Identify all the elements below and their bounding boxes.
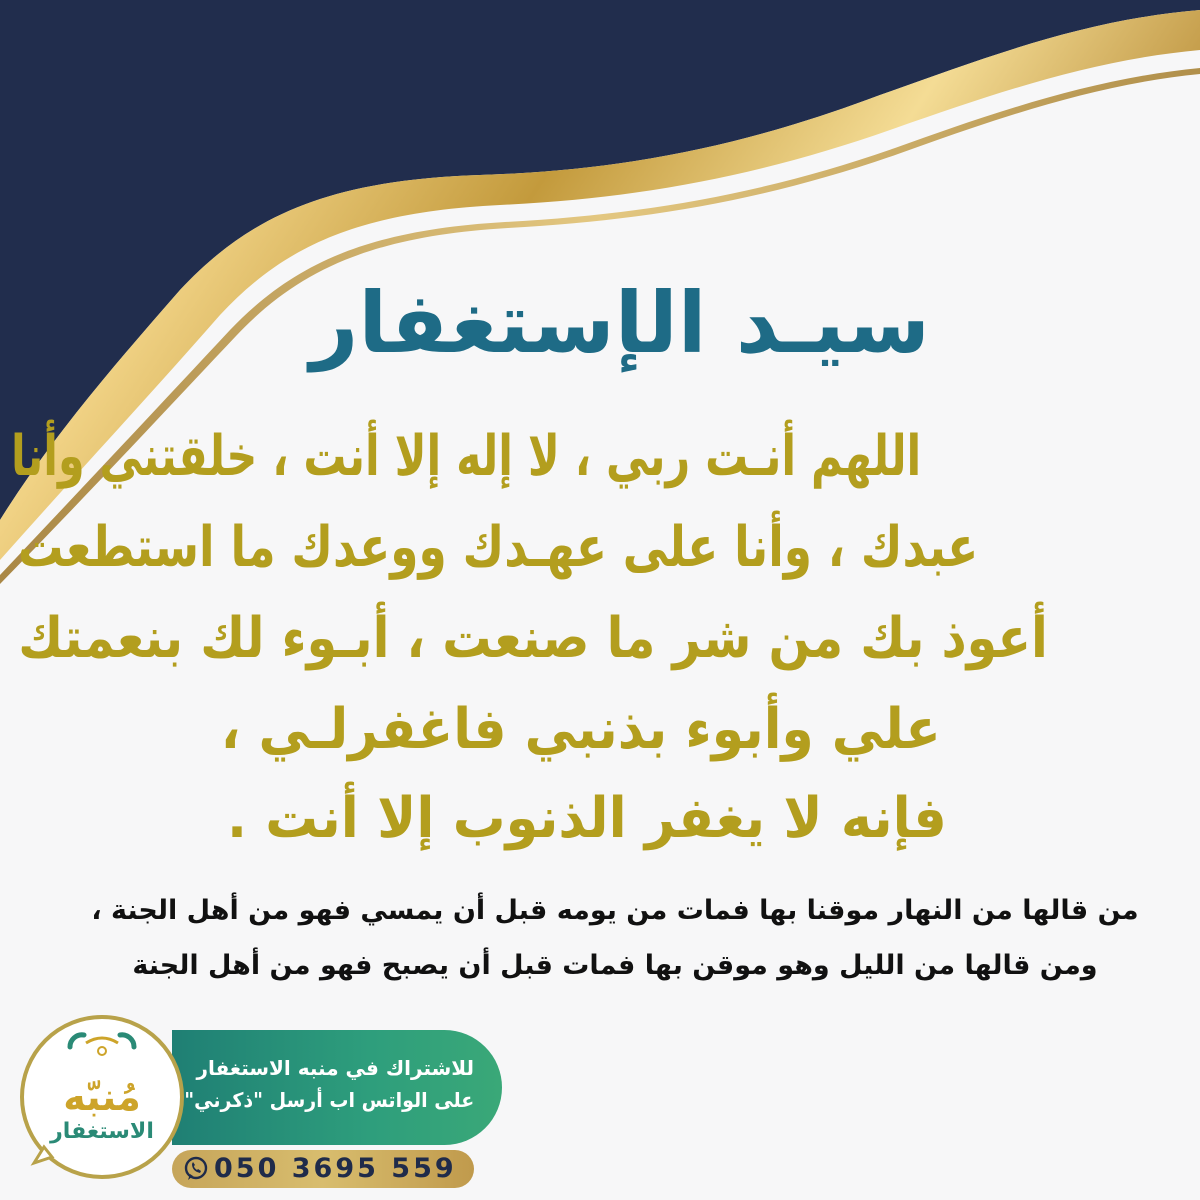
dua-line-5: فإنه لا يغفر الذنوب إلا أنت . bbox=[227, 786, 948, 851]
dua-line-2: عبدك ، وأنا على عهـدك ووعدك ما استطعت bbox=[17, 515, 979, 580]
banner-line-1: للاشتراك في منبه الاستغفار bbox=[196, 1056, 474, 1080]
note-line-2: ومن قالها من الليل وهو موقن بها فمات قبل أن يصبح فهو من أهل الجنة bbox=[132, 950, 1098, 981]
phone-number: 050 3695 559 bbox=[214, 1153, 457, 1184]
logo-main-text: مُنبّه bbox=[63, 1075, 141, 1119]
logo-sub-text: الاستغفار bbox=[50, 1119, 154, 1144]
subscribe-banner bbox=[172, 1030, 502, 1145]
dua-line-4: علي وأبوء بذنبي فاغفرلـي ، bbox=[221, 697, 942, 762]
alarm-clock-icon bbox=[62, 1027, 142, 1079]
page-title: سيـد الإستغفار bbox=[310, 274, 930, 372]
banner-line-2: على الواتس اب أرسل "ذكرني" bbox=[184, 1088, 474, 1112]
whatsapp-icon bbox=[182, 1155, 210, 1183]
dua-line-3: أعوذ بك من شر ما صنعت ، أبـوء لك بنعمتك bbox=[18, 606, 1048, 671]
note-line-1: من قالها من النهار موقنا بها فمات من يومه قبل أن يمسي فهو من أهل الجنة ، bbox=[91, 895, 1139, 926]
phone-pill[interactable] bbox=[172, 1150, 474, 1188]
logo bbox=[20, 1015, 184, 1179]
speech-tail-icon bbox=[30, 1137, 60, 1167]
dua-line-1: اللهم أنـت ربي ، لا إله إلا أنت ، خلقتني وأنا bbox=[10, 424, 921, 489]
